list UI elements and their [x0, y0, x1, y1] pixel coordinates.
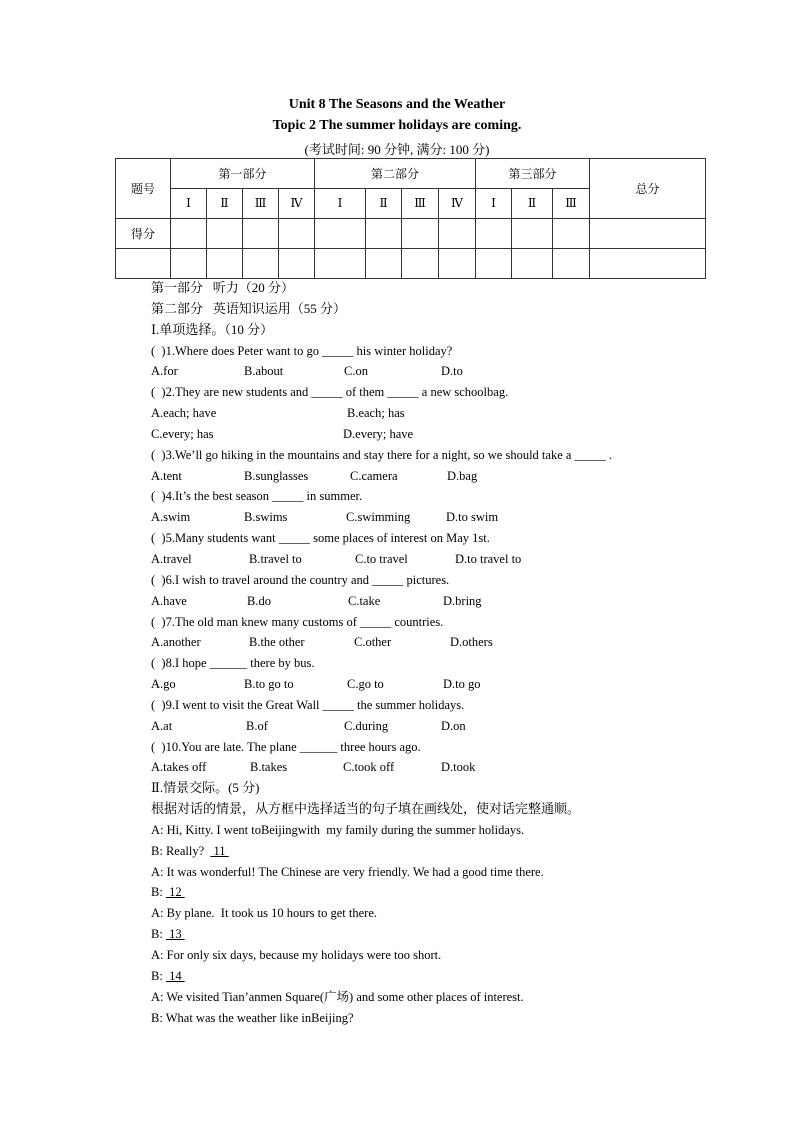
exam-info: (考试时间: 90 分钟, 满分: 100 分)	[304, 142, 490, 157]
option[interactable]: C.other	[354, 635, 392, 650]
dialogue-instruction: 根据对话的情景，从方框中选择适当的句子填在画线处，使对话完整通顺。	[151, 801, 581, 817]
score-col: Ⅲ	[243, 189, 279, 219]
option[interactable]: B.to go to	[244, 677, 294, 692]
answer-blank[interactable]	[210, 844, 228, 858]
score-col: Ⅲ	[402, 189, 439, 219]
dialogue-text: What was the weather like inBeijing?	[165, 1010, 354, 1025]
question-stem: ( )5.Many students want _____ some places of interest on May 1st.	[151, 531, 490, 546]
speaker: B:	[151, 885, 163, 900]
unit-title: Unit 8 The Seasons and the Weather	[288, 97, 506, 112]
option[interactable]: B.about	[244, 364, 284, 379]
option[interactable]: A.another	[151, 635, 201, 650]
option[interactable]: D.to	[441, 364, 463, 379]
options-row	[151, 361, 612, 382]
options-row	[151, 716, 612, 737]
option[interactable]: C.swimming	[346, 510, 411, 525]
score-cell[interactable]	[590, 219, 706, 249]
blank-number: 14	[169, 968, 182, 983]
option[interactable]: C.every; has	[151, 426, 214, 441]
options-row	[151, 674, 612, 695]
section-single-choice: Ⅰ.单项选择。（10 分）	[151, 321, 274, 337]
blank-cell	[512, 249, 553, 279]
blank-number: 13	[169, 927, 182, 942]
dialogue-line	[151, 1008, 612, 1029]
speaker: A:	[151, 989, 164, 1004]
dialogue-line	[151, 862, 612, 883]
options-row	[151, 757, 612, 778]
option[interactable]: A.travel	[151, 551, 192, 566]
exam-body	[151, 278, 612, 1028]
score-table-part3: 第三部分	[476, 159, 590, 189]
option[interactable]: A.at	[151, 718, 173, 733]
dialogue-line	[151, 966, 612, 987]
question-stem: ( )2.They are new students and _____ of them _____ a new schoolbag.	[151, 385, 509, 400]
option[interactable]: D.on	[441, 718, 466, 733]
blank-cell	[439, 249, 476, 279]
blank-number: 11	[213, 843, 226, 858]
blank-cell	[116, 249, 171, 279]
topic-title: Topic 2 The summer holidays are coming.	[272, 118, 522, 133]
score-table-part1: 第一部分	[171, 159, 315, 189]
option[interactable]: A.for	[151, 364, 178, 379]
blank-cell	[476, 249, 512, 279]
section-dialogue: Ⅱ.情景交际。(5 分)	[151, 780, 260, 796]
score-cell[interactable]	[512, 219, 553, 249]
options-row	[151, 403, 612, 424]
option[interactable]: B.each; has	[347, 406, 405, 421]
blank-cell	[315, 249, 366, 279]
answer-blank[interactable]	[166, 927, 185, 941]
option[interactable]: D.every; have	[343, 426, 414, 441]
answer-blank[interactable]	[166, 885, 185, 899]
score-col: Ⅰ	[171, 189, 207, 219]
score-col: Ⅳ	[439, 189, 476, 219]
options-row	[151, 424, 612, 445]
option[interactable]: C.took off	[343, 760, 395, 775]
score-table	[115, 158, 706, 279]
score-cell[interactable]	[366, 219, 402, 249]
score-col: Ⅲ	[553, 189, 590, 219]
speaker: B:	[151, 927, 163, 942]
score-table-part2: 第二部分	[315, 159, 476, 189]
score-cell[interactable]	[207, 219, 243, 249]
speaker: A:	[151, 948, 164, 962]
option[interactable]: B.the other	[249, 635, 305, 650]
score-col: Ⅳ	[279, 189, 315, 219]
blank-number: 12	[169, 885, 182, 900]
blank-cell	[553, 249, 590, 279]
section-knowledge: 第二部分 英语知识运用（55 分）	[151, 300, 347, 316]
dialogue-line	[151, 924, 612, 945]
speaker: A:	[151, 906, 164, 921]
option[interactable]: D.bag	[447, 468, 478, 483]
option[interactable]: D.to swim	[446, 510, 499, 525]
speaker: A:	[151, 864, 164, 879]
option[interactable]: B.swims	[244, 510, 288, 525]
question-stem: ( )1.Where does Peter want to go _____ his winter holiday?	[151, 343, 453, 358]
option[interactable]: C.take	[348, 593, 381, 608]
score-table-total: 总分	[590, 159, 706, 219]
dialogue-text: For only six days, because my holidays were too short.	[166, 948, 442, 962]
option[interactable]: A.each; have	[151, 406, 217, 421]
speaker: A:	[151, 822, 164, 837]
option[interactable]: A.takes off	[151, 760, 207, 775]
dialogue-text: We visited Tian’anmen Square(广场) and some other places of interest.	[166, 989, 524, 1004]
question-stem: ( )8.I hope ______ there by bus.	[151, 656, 315, 671]
score-cell[interactable]	[171, 219, 207, 249]
question-stem: ( )10.You are late. The plane ______ three hours ago.	[151, 739, 421, 754]
score-cell[interactable]	[476, 219, 512, 249]
dialogue-text: By plane. It took us 10 hours to get there.	[166, 906, 378, 921]
blank-cell	[402, 249, 439, 279]
dialogue-line	[151, 841, 612, 862]
blank-cell	[171, 249, 207, 279]
dialogue-line	[151, 882, 612, 903]
score-col: Ⅱ	[207, 189, 243, 219]
speaker: B:	[151, 1010, 163, 1025]
score-cell[interactable]	[402, 219, 439, 249]
score-col: Ⅱ	[366, 189, 402, 219]
score-cell[interactable]	[553, 219, 590, 249]
option[interactable]: C.to travel	[355, 551, 408, 566]
speaker: B:	[151, 843, 163, 858]
question-stem: ( )9.I went to visit the Great Wall _____ the summer holidays.	[151, 697, 465, 712]
dialogue-line	[151, 987, 612, 1008]
dialogue-text: Really?	[165, 843, 205, 858]
option[interactable]: B.of	[246, 718, 268, 733]
blank-cell	[243, 249, 279, 279]
option[interactable]: D.bring	[443, 593, 482, 608]
score-table-score-label: 得分	[116, 219, 171, 249]
question-stem: ( )6.I wish to travel around the country and _____ pictures.	[151, 572, 450, 587]
option[interactable]: C.on	[344, 364, 368, 379]
option[interactable]: D.to travel to	[455, 551, 522, 566]
score-cell[interactable]	[439, 219, 476, 249]
score-table-number-label: 题号	[116, 159, 171, 219]
option[interactable]: A.go	[151, 677, 176, 692]
option[interactable]: A.swim	[151, 510, 191, 525]
dialogue-text: Hi, Kitty. I went toBeijingwith my family during the summer holidays.	[166, 822, 525, 837]
blank-cell	[279, 249, 315, 279]
answer-blank[interactable]	[166, 969, 185, 983]
question-stem: ( )4.It’s the best season _____ in summer.	[151, 489, 363, 504]
dialogue-line	[151, 820, 612, 841]
options-row	[151, 632, 612, 653]
option[interactable]: B.takes	[250, 760, 288, 775]
section-listening: 第一部分 听力（20 分）	[151, 280, 295, 295]
speaker: B:	[151, 968, 163, 983]
blank-cell	[207, 249, 243, 279]
option[interactable]: D.others	[450, 635, 493, 650]
blank-cell	[366, 249, 402, 279]
option[interactable]: C.camera	[350, 468, 398, 483]
dialogue-text: It was wonderful! The Chinese are very friendly. We had a good time there.	[166, 864, 544, 879]
question-stem: ( )7.The old man knew many customs of _____ countries.	[151, 614, 444, 629]
score-col: Ⅰ	[315, 189, 366, 219]
dialogue-line	[151, 945, 612, 966]
option[interactable]: C.go to	[347, 677, 384, 692]
option[interactable]: C.during	[344, 718, 389, 733]
options-row	[151, 591, 612, 612]
option[interactable]: A.have	[151, 593, 187, 608]
options-row	[151, 466, 612, 487]
score-cell[interactable]	[243, 219, 279, 249]
options-row	[151, 549, 612, 570]
dialogue-line	[151, 903, 612, 924]
option[interactable]: A.tent	[151, 468, 182, 483]
question-stem: ( )3.We’ll go hiking in the mountains and stay there for a night, so we should take a _____ .	[151, 447, 613, 462]
score-col: Ⅱ	[512, 189, 553, 219]
score-cell[interactable]	[279, 219, 315, 249]
option[interactable]: D.took	[441, 760, 476, 775]
option[interactable]: D.to go	[443, 677, 481, 692]
blank-cell	[590, 249, 706, 279]
options-row	[151, 507, 612, 528]
score-cell[interactable]	[315, 219, 366, 249]
score-col: Ⅰ	[476, 189, 512, 219]
option[interactable]: B.sunglasses	[244, 468, 309, 483]
option[interactable]: B.travel to	[249, 551, 302, 566]
option[interactable]: B.do	[247, 593, 271, 608]
